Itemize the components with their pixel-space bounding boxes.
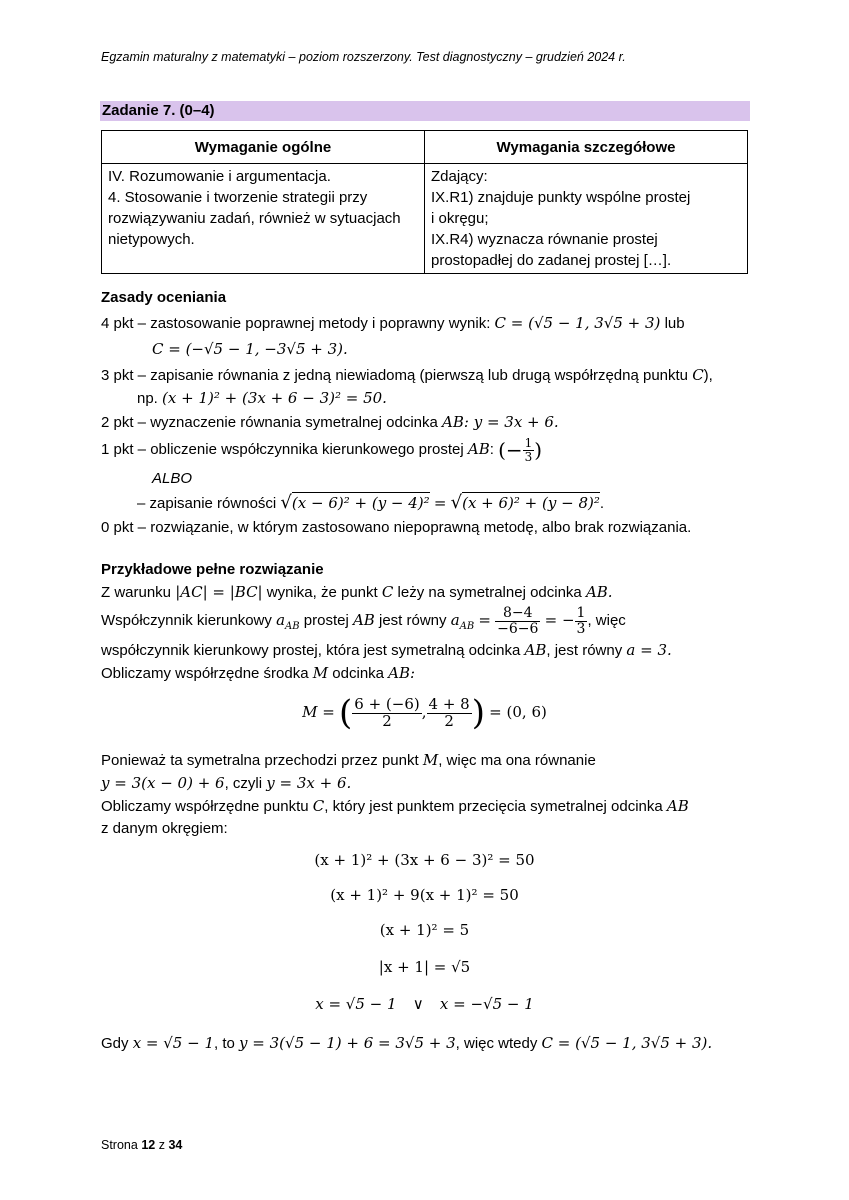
s4-b: M <box>312 664 329 682</box>
s2-eq: = <box>478 611 491 630</box>
e5-a: x = √5 − 1 <box>315 995 397 1013</box>
footer-total: 34 <box>168 1138 183 1152</box>
m-paren-open: ( <box>339 693 353 733</box>
solution-line-8: z danym okręgiem: <box>101 820 228 837</box>
s1-a: Z warunku <box>101 584 172 601</box>
s4-a: Obliczamy współrzędne środka <box>101 665 309 682</box>
s2-fraction-2 <box>575 606 588 636</box>
m-fraction-1 <box>352 694 421 730</box>
equation-2: (x + 1)² + 9(x + 1)² = 50 <box>330 886 519 904</box>
s9-c: , to <box>214 1035 235 1052</box>
grading-title: Zasady oceniania <box>101 289 227 306</box>
req-detailed-line: i okręgu; <box>431 210 489 227</box>
req-general-line: nietypowych. <box>108 231 195 248</box>
grading-1pkt-alt-dot: . <box>599 495 605 512</box>
s9-b: x = √5 − 1 <box>132 1034 215 1052</box>
footer-prefix: Strona <box>101 1138 138 1152</box>
req-general-line: rozwiązywaniu zadań, również w sytuacjach <box>108 210 401 227</box>
fraction-numerator: 1 <box>576 605 586 621</box>
s9-a: Gdy <box>101 1035 129 1052</box>
solution-line-6 <box>101 774 351 792</box>
s6-c: y = 3x + 6. <box>266 774 352 792</box>
s7-a: Obliczamy współrzędne punktu <box>101 798 309 815</box>
s3-d: a = 3. <box>626 641 672 659</box>
s2-aab-sub: AB <box>285 621 300 633</box>
req-detailed-line: Zdający: <box>431 168 488 185</box>
requirements-general-cell <box>102 164 425 274</box>
s2-d: jest równy <box>379 612 447 630</box>
grading-4pkt-or: lub <box>664 315 685 332</box>
footer-sep: z <box>158 1138 165 1152</box>
fraction-denominator: −6−6 <box>497 620 539 637</box>
m-fraction-2 <box>427 694 472 730</box>
s6-b: , czyli <box>224 775 263 792</box>
grading-3pkt-eq <box>137 389 387 407</box>
fraction-denominator: 3 <box>524 449 533 464</box>
grading-2pkt-text: 2 pkt – wyznaczenie równania symetralnej odcinka <box>101 414 438 431</box>
s2-eq-lhs <box>450 611 475 633</box>
e5-b: x = −√5 − 1 <box>439 995 534 1013</box>
grading-3pkt <box>101 366 713 384</box>
s5-c: , więc ma ona równanie <box>438 752 596 769</box>
sqrt-icon: √ <box>280 492 292 513</box>
requirements-detailed-header: Wymagania szczegółowe <box>425 131 748 164</box>
grading-1pkt-colon: : <box>489 441 494 459</box>
task-title: Zadanie 7. (0–4) <box>100 101 750 121</box>
req-detailed-line: IX.R1) znajduje punkty wspólne prostej <box>431 189 691 206</box>
sqrt-icon: √ <box>450 492 463 513</box>
solution-line-7 <box>101 797 689 815</box>
grading-3pkt-point: C <box>692 366 704 384</box>
fraction-denominator: 2 <box>382 711 392 730</box>
solution-line-1 <box>101 583 613 601</box>
req-general-line: 4. Stosowanie i tworzenie strategii przy <box>108 189 368 206</box>
s1-eq: |AC| = |BC| <box>175 583 263 601</box>
m-rhs: = (0, 6) <box>489 702 547 721</box>
s2-aab-base: a <box>276 611 286 630</box>
s7-b: C <box>312 797 325 815</box>
solution-line-9 <box>101 1034 712 1052</box>
s4-c: odcinka <box>332 665 384 682</box>
grading-3pkt-np: np. <box>137 390 158 407</box>
grading-1pkt-paren-open: (− <box>498 438 523 463</box>
fraction-numerator: 1 <box>524 436 533 450</box>
midpoint-equation <box>0 693 849 733</box>
equation-3: (x + 1)² = 5 <box>379 921 470 939</box>
grading-1pkt-paren-close: ) <box>534 438 543 463</box>
solution-line-4 <box>101 664 415 682</box>
s5-b: M <box>422 751 439 769</box>
grading-1pkt-alt-eq: = <box>433 494 447 512</box>
fraction-numerator: 4 + 8 <box>428 694 470 713</box>
s3-a: współczynnik kierunkowy prostej, która jest symetralną odcinka <box>101 642 521 659</box>
page-header: Egzamin maturalny z matematyki – poziom rozszerzony. Test diagnostyczny – grudzień 2024 r. <box>101 50 626 64</box>
grading-4pkt-eq2 <box>152 340 348 358</box>
s2-eq-lhs-sub: AB <box>459 621 475 633</box>
s1-d: leży na symetralnej odcinka <box>397 584 582 601</box>
e5-or: ∨ <box>412 995 424 1013</box>
m-paren-close: ) <box>471 693 485 733</box>
requirements-table <box>101 130 748 274</box>
grading-1pkt-alt-rhs: (x + 6)² + (y − 8)² <box>462 494 600 512</box>
grading-1pkt <box>101 437 542 463</box>
equation-5 <box>0 995 849 1013</box>
grading-0pkt: 0 pkt – rozwiązanie, w którym zastosowano niepoprawną metodę, albo brak rozwiązania. <box>101 519 692 536</box>
fraction-denominator: 2 <box>444 711 454 730</box>
fraction-denominator: 3 <box>576 620 586 637</box>
s6-a: y = 3(x − 0) + 6 <box>101 774 225 792</box>
grading-4pkt-eq1: C = (√5 − 1, 3√5 + 3) <box>494 314 661 332</box>
equation-1: (x + 1)² + (3x + 6 − 3)² = 50 <box>314 851 535 869</box>
s3-c: , jest równy <box>546 642 623 659</box>
s3-b: AB <box>524 641 547 659</box>
s1-e: AB. <box>585 583 613 601</box>
solution-line-3 <box>101 641 672 659</box>
s9-d: y = 3(√5 − 1) + 6 = 3√5 + 3 <box>239 1034 456 1052</box>
solution-line-2 <box>101 606 626 636</box>
requirements-detailed-cell <box>425 164 748 274</box>
s2-c: AB <box>352 611 375 630</box>
footer-page: 12 <box>141 1138 156 1152</box>
grading-albo: ALBO <box>152 470 193 487</box>
s2-eq2: = − <box>544 611 575 630</box>
s2-aab <box>276 611 300 633</box>
s9-e: , więc wtedy <box>455 1035 538 1052</box>
m-sep: , <box>421 702 427 721</box>
s2-a: Współczynnik kierunkowy <box>101 612 272 630</box>
grading-4pkt-text: 4 pkt – zastosowanie poprawnej metody i poprawny wynik: <box>101 315 491 332</box>
s7-d: AB <box>666 797 689 815</box>
grading-2pkt-seg: AB <box>442 413 464 431</box>
grading-1pkt-alt <box>137 492 604 513</box>
s5-a: Ponieważ ta symetralna przechodzi przez punkt <box>101 752 419 769</box>
grading-1pkt-text: 1 pkt – obliczenie współczynnika kierunkowego prostej <box>101 441 464 459</box>
fraction-numerator: 8−4 <box>495 606 540 622</box>
s7-c: , który jest punktem przecięcia symetralnej odcinka <box>324 798 663 815</box>
req-general-line: IV. Rozumowanie i argumentacja. <box>108 168 331 185</box>
grading-3pkt-text: 3 pkt – zapisanie równania z jedną niewiadomą (pierwszą lub drugą współrzędną punktu <box>101 367 689 384</box>
grading-1pkt-fraction <box>523 437 535 463</box>
grading-2pkt <box>101 413 559 431</box>
s4-d: AB: <box>388 664 416 682</box>
page-footer <box>101 1138 182 1152</box>
s1-b: wynika, że punkt <box>266 584 378 601</box>
solution-line-5 <box>101 751 596 769</box>
grading-4pkt <box>101 314 685 332</box>
grading-3pkt-tail: ), <box>703 367 713 384</box>
grading-2pkt-eq: : y = 3x + 6. <box>463 413 559 431</box>
req-detailed-line: IX.R4) wyznacza równanie prostej <box>431 231 658 248</box>
s1-c: C <box>381 583 394 601</box>
grading-4pkt-eq2-text: C = (−√5 − 1, −3√5 + 3). <box>152 340 348 358</box>
requirements-general-header: Wymaganie ogólne <box>102 131 425 164</box>
req-detailed-line: prostopadłej do zadanej prostej […]. <box>431 252 672 269</box>
s2-fraction-1 <box>495 606 540 636</box>
s9-f: C = (√5 − 1, 3√5 + 3). <box>541 1034 713 1052</box>
s2-b: prostej <box>303 612 349 630</box>
s2-e: , więc <box>587 612 626 630</box>
grading-1pkt-alt-lhs: (x − 6)² + (y − 4)² <box>291 494 430 512</box>
fraction-numerator: 6 + (−6) <box>354 694 420 713</box>
grading-3pkt-eq-text: (x + 1)² + (3x + 6 − 3)² = 50. <box>162 389 387 407</box>
equation-4: |x + 1| = √5 <box>378 958 471 976</box>
grading-1pkt-seg: AB <box>467 440 490 459</box>
solution-title: Przykładowe pełne rozwiązanie <box>101 561 324 578</box>
s2-eq-lhs-base: a <box>450 611 460 630</box>
grading-1pkt-alt-text: – zapisanie równości <box>137 495 277 512</box>
m-lhs: M = <box>302 702 335 721</box>
